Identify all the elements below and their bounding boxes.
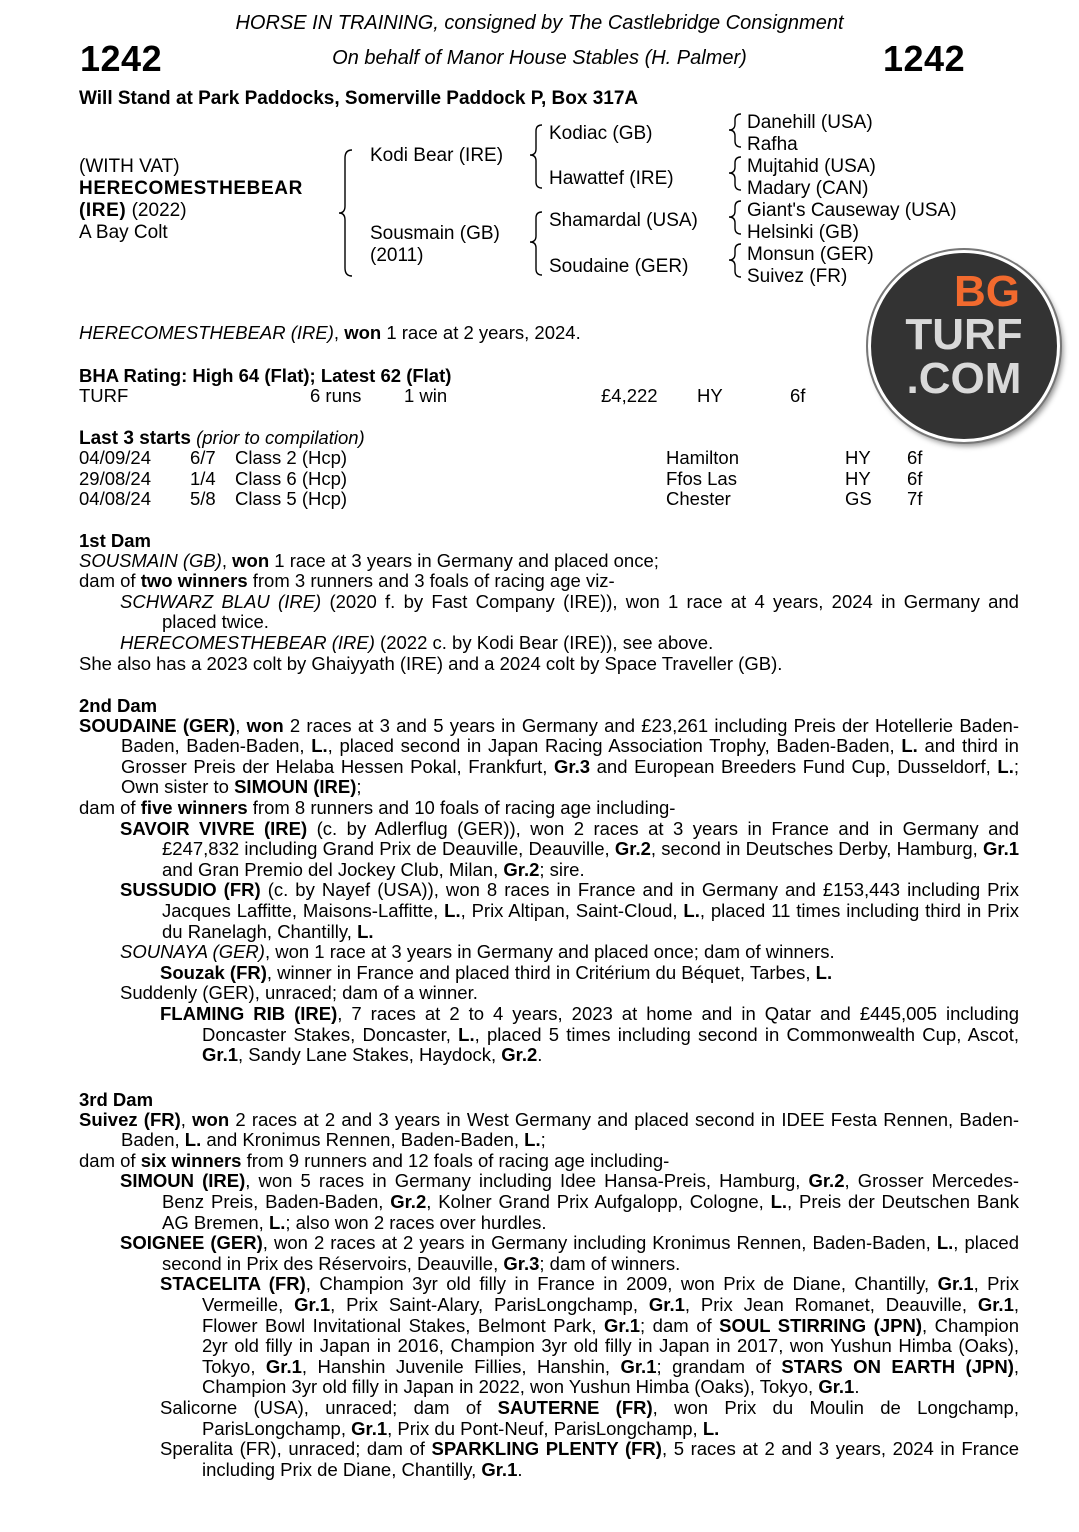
brace-gen3-4 [729,244,741,277]
brace-gen3-3 [729,201,741,234]
text-run: She also has a 2023 colt by Ghaiyyath (IRE) and a 2024 colt by Space Traveller (GB). [79,652,783,674]
bold-text: Gr.1 [202,1044,238,1066]
text-run: , [180,1108,193,1130]
start-going: HY [845,467,871,489]
dam-paragraph [79,571,1019,592]
pedigree-sire-sire: Kodiac (GB) [549,123,653,144]
dam-paragraph [160,1398,1019,1439]
rating-prize: £4,222 [601,385,658,406]
start-course: Ffos Las [666,467,737,489]
italic-text: HERECOMESTHEBEAR (IRE) [79,322,334,343]
bold-text: Gr.1 [620,1355,657,1377]
dam-paragraph [160,1004,1019,1066]
start-pos: 1/4 [190,467,216,489]
dam-paragraph [79,798,1019,819]
dam-heading: 2nd Dam [79,695,158,716]
bold-text: Gr.3 [554,755,591,777]
text-run: 1 race at 2 years, 2024. [381,322,581,343]
start-going: GS [845,488,872,510]
logo-com-text: .COM [906,354,1022,403]
start-cls: Class 2 (Hcp) [235,447,348,468]
pedigree-gen3-7: Monsun (GER) [747,244,874,265]
dam-paragraph [79,1110,1019,1151]
start-pos: 6/7 [190,447,216,468]
start-cls: Class 6 (Hcp) [235,467,348,489]
pedigree-dam-dam: Soudaine (GER) [549,256,689,277]
text-run: , Hanshin Juvenile Fillies, Hanshin, [301,1355,621,1377]
dam-paragraph [120,880,1019,942]
start-date: 29/08/24 [79,467,152,489]
start-date: 04/08/24 [79,488,152,510]
text-run: , Prix Saint-Alary, ParisLongchamp, [330,1293,649,1315]
brace-gen1 [339,150,352,276]
dam-paragraph [79,551,1019,572]
vat-label: (WITH VAT) [79,156,180,177]
text-run: dam of [79,1149,141,1171]
pedigree-dam-sire: Shamardal (USA) [549,210,698,231]
italic-text: SOUNAYA (GER) [120,941,265,963]
start-going: HY [845,447,871,468]
bold-text: L. [936,1232,954,1254]
bold-text: L. [357,920,374,942]
dam-paragraph [120,633,1019,654]
bold-text: Gr.1 [648,1293,685,1315]
behalf-line: On behalf of Manor House Stables (H. Palmer) [332,47,747,69]
dam-paragraph [79,654,1019,675]
lot-number-right: 1242 [883,38,966,79]
start-dist: 7f [907,488,923,510]
text-run: , [235,714,247,736]
bold-text: six winners [140,1149,242,1171]
horse-country: (IRE) [79,200,127,221]
text-run: ; grandam of [656,1355,782,1377]
text-run: , Sandy Lane Stakes, Haydock, [238,1044,502,1066]
text-run: , Prix Altipan, Saint-Cloud, [460,899,684,921]
logo-turf-text: TURF [905,310,1023,359]
text-run: from 9 runners and 12 foals of racing age including- [241,1149,670,1171]
bold-text: Gr.1 [937,1273,974,1295]
bold-text: Gr.2 [808,1170,845,1192]
text-run: , placed 5 times including second in Commonwealth Cup, Ascot, [474,1023,1019,1045]
bold-text: two winners [140,570,248,592]
rating-surface: TURF [79,385,129,406]
race-summary [79,323,977,344]
text-run: ; also won 2 races over hurdles. [285,1211,547,1233]
consignment-line: HORSE IN TRAINING, consigned by The Castlebridge Consignment [235,12,844,34]
start-course: Chester [666,488,731,510]
start-dist: 6f [907,447,923,468]
last-starts-title: Last 3 starts [79,428,191,449]
pedigree-gen3-6: Helsinki (GB) [747,222,859,243]
bold-text: SIMOUN (IRE) [234,776,357,798]
logo-bg-text: BG [954,267,1020,316]
text-run: ; [540,1129,546,1151]
text-run: , won 1 race at 3 years in Germany and placed once; dam of winners. [264,941,835,963]
text-run: dam of [79,797,141,818]
pedigree-gen3-1: Danehill (USA) [747,112,873,133]
bold-text: Gr.3 [503,1252,540,1274]
text-run: Suddenly (GER), unraced; dam of a winner. [120,982,478,1004]
text-run: , winner in France and placed third in Critérium du Béquet, Tarbes, [266,961,816,983]
brace-gen3-1 [729,114,741,147]
pedigree-sire: Kodi Bear (IRE) [370,145,504,166]
pedigree-gen3-3: Mujtahid (USA) [747,156,876,177]
text-run: and third in Grosser Preis der Helaba Hessen Pokal, Frankfurt, [121,735,1019,777]
pedigree-dam-name: Sousmain (GB) [370,223,500,244]
bold-text: SAVOIR VIVRE (IRE) [120,817,308,839]
text-run: (c. by Nayef (USA)), won 8 races in France and in Germany and £153,443 including Prix Jacques Laffitte, Maisons-Laffitte, [162,879,1020,921]
bold-text: L. [311,735,328,757]
start-cls: Class 5 (Hcp) [235,488,348,510]
brace-gen2-top [530,125,542,188]
bold-text: L. [815,961,833,983]
bold-text: Souzak (FR) [160,961,267,983]
dam-paragraph [160,1274,1019,1398]
text-run: , Champion 3yr old filly in France in 2009, won Prix de Diane, Chantilly, [305,1273,938,1295]
text-run: , won 2 races at 2 years in Germany including Kronimus Rennen, Baden-Baden, [262,1232,937,1254]
bold-text: STARS ON EARTH (JPN) [781,1355,1014,1377]
bold-text: Gr.1 [265,1355,302,1377]
pedigree-braces [0,0,1079,300]
rating-wins: 1 win [404,385,448,406]
bold-text: L. [458,1023,475,1045]
bold-text: Gr.2 [390,1190,427,1212]
dam-paragraph [79,716,1019,798]
text-run: Salicorne (USA), unraced; dam of [160,1397,498,1418]
pedigree-gen3-4: Madary (CAN) [747,178,869,199]
last-starts-note: (prior to compilation) [196,427,365,448]
bold-text: L. [683,899,700,921]
dam-paragraph [120,592,1019,633]
text-run: , second in Deutsches Derby, Hamburg, [650,838,984,860]
text-run: , Prix Vermeille, [202,1273,1019,1315]
bold-text: won [232,549,270,571]
bold-text: Gr.2 [501,1044,538,1066]
bold-text: Gr.1 [351,1417,388,1439]
dam-paragraph [120,942,1019,963]
dam-paragraph [120,1171,1019,1233]
dam-paragraph [120,1233,1019,1274]
text-run: 2 races at 2 and 3 years in West Germany and placed second in IDEE Festa Rennen, Baden-Baden, [121,1108,1020,1151]
pedigree-sire-dam: Hawattef (IRE) [549,168,674,189]
text-run: , 7 races at 2 to 4 years, 2023 at home and in Qatar and £445,005 including Doncaster Stakes, Doncaster, [202,1003,1020,1045]
dam-paragraph [160,1439,1019,1480]
bold-text: FLAMING RIB (IRE) [160,1003,338,1024]
text-run: , [333,322,345,343]
text-run: . [517,1458,523,1480]
text-run: from 8 runners and 10 foals of racing age including- [247,797,676,818]
bold-text: L. [997,755,1014,777]
text-run: , won 5 races in Germany including Idee Hansa-Preis, Hamburg, [245,1170,809,1192]
text-run: , placed second in Japan Racing Association Trophy, Baden-Baden, [327,735,902,757]
text-run: (2020 f. by Fast Company (IRE)), won 1 race at 4 years, 2024 in Germany and placed twice. [162,590,1019,633]
bold-text: Gr.2 [614,838,651,860]
text-run: dam of [79,570,141,592]
bold-text: won [192,1108,230,1130]
text-run: , won Prix du Moulin de Longchamp, ParisLongchamp, [202,1397,1019,1439]
dam-paragraph [120,983,1019,1004]
bold-text: SUSSUDIO (FR) [120,879,261,901]
start-pos: 5/8 [190,488,216,510]
brace-gen3-2 [729,157,741,190]
text-run: . [537,1044,543,1066]
text-run: Speralita (FR), unraced; dam of [160,1438,432,1460]
italic-text: SOUSMAIN (GB) [79,549,222,571]
text-run: 1 race at 3 years in Germany and placed once; [269,549,659,571]
text-run: , [221,549,233,571]
bold-text: SOIGNEE (GER) [120,1232,263,1254]
bold-text: Gr.1 [977,1293,1014,1315]
text-run: (c. by Adlerflug (GER)), won 2 races at 3 years in France and in Germany and £247,832 including Grand Prix de Deauville, Deauville, [162,817,1020,860]
italic-text: HERECOMESTHEBEAR (IRE) [120,632,375,653]
bold-text: SOUL STIRRING (JPN) [719,1314,922,1336]
text-run: ; [356,776,362,798]
bold-text: L. [524,1129,541,1151]
dam-heading: 1st Dam [79,530,151,551]
bold-text: SOUDAINE (GER) [79,714,236,736]
start-dist: 6f [907,467,923,489]
bold-text: five winners [140,797,248,818]
text-run: ; sire. [539,858,585,880]
text-run: (2022 c. by Kodi Bear (IRE)), see above. [374,632,714,653]
italic-text: SCHWARZ BLAU (IRE) [120,590,322,612]
text-run: , Prix du Pont-Neuf, ParisLongchamp, [387,1417,703,1439]
text-run: , Preis der Deutschen Bank AG Bremen, [162,1190,1019,1233]
bold-text: Gr.1 [294,1293,331,1315]
bold-text: L. [770,1190,788,1212]
start-course: Hamilton [666,447,739,468]
text-run: ; Own sister to [121,755,1019,798]
stand-line: Will Stand at Park Paddocks, Somerville Paddock P, Box 317A [79,88,639,109]
text-run: . [854,1376,860,1398]
rating-runs: 6 runs [310,385,362,406]
pedigree-gen3-8: Suivez (FR) [747,266,848,287]
pedigree-gen3-2: Rafha [747,134,798,155]
bgturf-logo [868,250,1060,442]
text-run: , placed second in Prix des Réservoirs, Deauville, [162,1232,1019,1274]
bold-text: Gr.1 [983,838,1020,860]
bold-text: SAUTERNE (FR) [497,1397,653,1418]
text-run: , Champion 3yr old filly in Japan in 2022, won Yushun Himba (Oaks), Tokyo, [202,1355,1019,1398]
bold-text: won [246,714,284,736]
bold-text: Gr.1 [818,1376,855,1398]
pedigree-dam [370,223,500,267]
horse-year: (2022) [131,200,187,221]
dam-paragraph [120,819,1019,881]
bold-text: L. [268,1211,286,1233]
bold-text: Gr.1 [481,1458,518,1480]
bold-text: L. [184,1129,202,1151]
text-run: ; dam of [640,1314,720,1336]
bold-text: STACELITA (FR) [160,1273,306,1295]
text-run: and European Breeders Fund Cup, Dusseldorf, [590,755,998,777]
dam-paragraph [160,963,1019,984]
text-run: ; dam of winners. [539,1252,681,1274]
bold-text: Suivez (FR) [79,1108,181,1130]
bold-text: L. [702,1417,720,1439]
text-run: , Flower Bowl Invitational Stakes, Belmont Park, [202,1293,1019,1336]
bold-text: SPARKLING PLENTY (FR) [431,1438,662,1460]
text-run: from 3 runners and 3 foals of racing age viz- [247,570,615,592]
text-run: 2 races at 3 and 5 years in Germany and £23,261 including Preis der Hotellerie Baden-Baden, Baden-Baden, [121,714,1019,757]
pedigree-gen3-5: Giant's Causeway (USA) [747,200,957,221]
dam-heading: 3rd Dam [79,1089,154,1110]
text-run: , placed 11 times including third in Prix du Ranelagh, Chantilly, [162,899,1019,942]
start-date: 04/09/24 [79,447,152,468]
bold-text: L. [901,735,918,757]
bha-rating-title: BHA Rating: High 64 (Flat); Latest 62 (Flat) [79,365,452,386]
text-run: , 5 races at 2 and 3 years, 2024 in France including Prix de Diane, Chantilly, [202,1438,1019,1480]
rating-distance: 6f [790,385,806,406]
text-run: , Grosser Mercedes-Benz Preis, Baden-Baden, [162,1170,1019,1212]
bold-text: Gr.1 [604,1314,640,1336]
rating-going: HY [697,385,723,406]
text-run: , Kolner Grand Prix Aufgalopp, Cologne, [426,1190,771,1212]
dam-paragraph [79,1151,1019,1172]
brace-gen2-bottom [530,212,542,275]
bold-text: Gr.2 [503,858,540,880]
text-run: and Gran Premio del Jockey Club, Milan, [162,858,504,880]
text-run: and Kronimus Rennen, Baden-Baden, [201,1129,525,1151]
horse-name: HERECOMESTHEBEAR [79,178,303,199]
bold-text: SIMOUN (IRE) [120,1170,246,1192]
bold-text: L. [444,899,461,921]
text-run: , Champion 2yr old filly in Japan in 2016, Champion 3yr old filly in Japan in 2017, won Yushun Himba (Oaks), Tokyo, [202,1314,1019,1377]
lot-number-left: 1242 [80,38,163,79]
horse-description: A Bay Colt [79,222,168,243]
pedigree-dam-year: (2011) [370,245,424,266]
text-run: , Prix Jean Romanet, Deauville, [684,1293,978,1315]
bold-text: won [344,322,382,343]
